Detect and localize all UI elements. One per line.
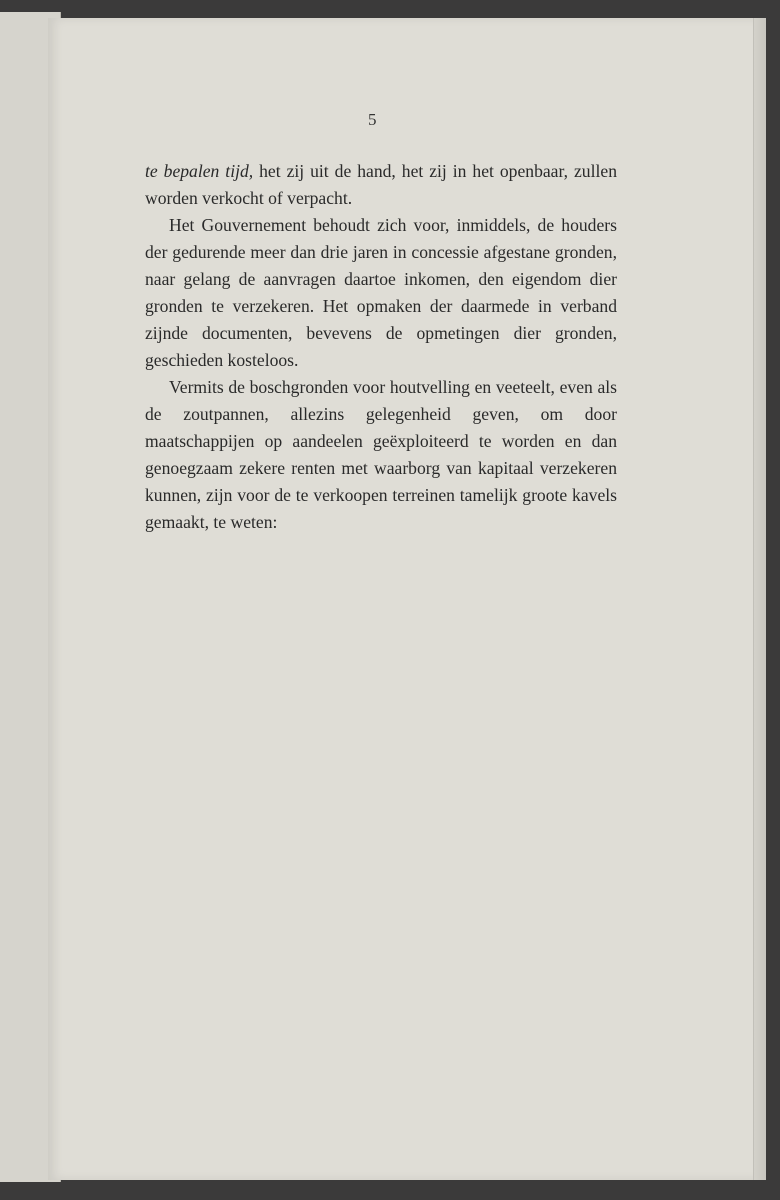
- paragraph-1-text: het zij uit de hand, het zij in het openbaar, zullen worden verkocht of verpacht.: [145, 161, 617, 208]
- paragraph-1-italic: te bepalen tijd,: [145, 161, 254, 181]
- body-text: [145, 158, 617, 536]
- paragraph-3: Vermits de boschgronden voor houtvelling en veeteelt, even als de zoutpannen, allezins gelegenheid geven, om door maatschappijen op aandeelen geëxploiteerd te worden en dan genoegzaam zekere renten met waarborg van kapitaal verzekeren kunnen, zijn voor de te verkoopen terreinen tamelijk groote kavels gemaakt, te weten:: [145, 377, 617, 532]
- page-edge: [753, 18, 766, 1180]
- page-number: 5: [368, 110, 377, 129]
- paragraph-2: Het Gouvernement behoudt zich voor, inmiddels, de houders der gedurende meer dan drie jaren in concessie afgestane gronden, naar gelang de aanvragen daartoe inkomen, den eigendom dier gronden te verzekeren. Het opmaken der daarmede in verband zijnde documenten, bevevens de opmetingen dier gronden, geschieden kosteloos.: [145, 215, 617, 370]
- document-page: [48, 18, 766, 1180]
- paragraph-1: [145, 158, 617, 212]
